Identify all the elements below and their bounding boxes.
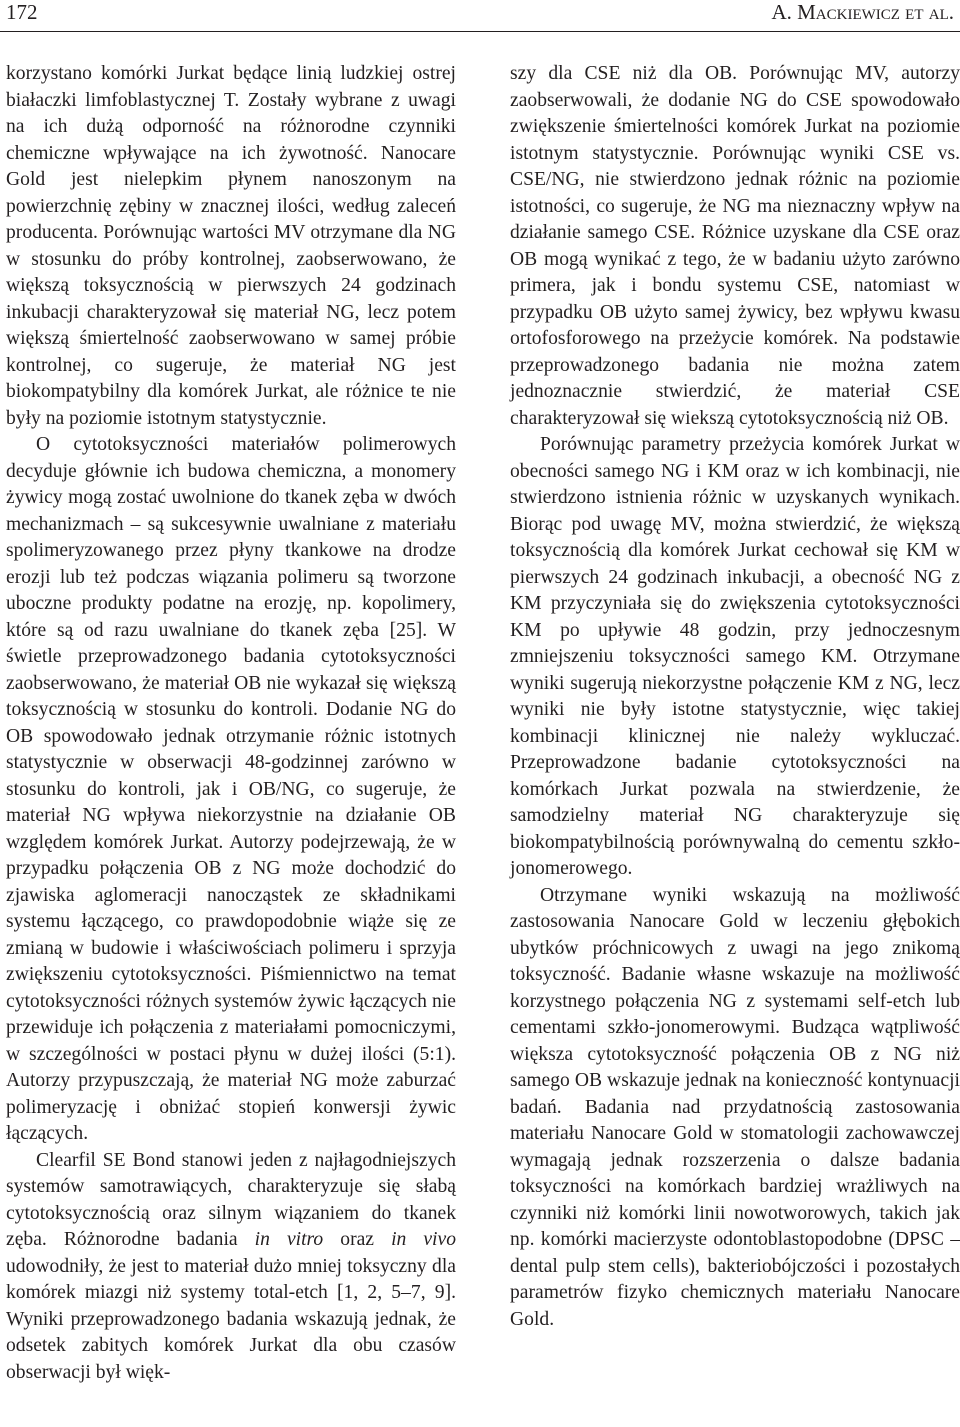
running-head-surname: ackiewicz et al. <box>815 0 954 24</box>
right-paragraph-3: Otrzymane wyniki wskazują na możliwość zastosowania Nanocare Gold w leczeniu głębokich ubytków próchnicowych z uwagi na jego znikomą toksyczność. Badanie własne wskazuje na możliwość korzystnego połączenia NG z systemami self-etch lub cementami szkło-jonomerowymi. Budząca wątpliwość większa cytotoksyczność połączenia OB z NG niż samego OB wskazuje jednak na konieczność kontynuacji badań. Badania nad przydatnością zastosowania materiału Nanocare Gold w stomatologii zachowawczej wymagają jednak rozszerzenia o dalsze badania toksyczności na komórkach bardziej wrażliwych na czynniki niż komórki linii nowotworowych, takich jak np. komórki macierzyste odontoblastopodobne (DPSC – dental pulp stem cells), bakteriobójczości i pozostałych parametrów fizyko chemicznych materiału Nanocare Gold. <box>510 884 960 1330</box>
running-head-initial: A. M <box>771 0 816 24</box>
left-paragraph-1: korzystano komórki Jurkat będące linią ludzkiej ostrej białaczki limfoblastycznej T. Zostały wybrane z uwagi na ich dużą odporność na różnorodne czynniki chemiczne wpływające na ich żywotność. Nanocare Gold jest nielepkim płynem nanoszonym na powierzchnię zębiny w znacznej ilości, według zaleceń producenta. Porównując wartości MV otrzymane dla NG w stosunku do próby kontrolnej, zaobserwowano, że większą toksycznością w pierwszych 24 godzinach inkubacji charakteryzował się materiał NG, lecz potem większą śmiertelność zaobserwowano w samej próbie kontrolnej, co sugeruje, że materiał NG jest biokompatybilny dla komórek Jurkat, ale różnice te nie były na poziomie istotnym statystycznie. <box>6 63 456 429</box>
italic-in-vitro: in vitro <box>254 1229 324 1250</box>
right-column <box>510 61 960 1333</box>
left-paragraph-2: O cytotoksyczności materiałów polimerowych decyduje głównie ich budowa chemiczna, a monomery żywicy mogą zostać uwolnione do tkanek zęba w dwóch mechanizmach – są sukcesywnie uwalniane z materiału spolimeryzowanego przez płyny tkankowe na drodze erozji lub też podczas wiązania polimeru są tworzone uboczne produkty podatne na erozję, np. kopolimery, które są od razu uwalniane do tkanek zęba [25]. W świetle przeprowadzonego badania cytotoksyczności zaobserwowano, że materiał OB nie wykazał się większą toksycznością w stosunku do kontroli. Dodanie NG do OB spowodowało jednak otrzymanie różnic istotnych statystycznie w obserwacji 48-godzinnej zarówno w stosunku do kontroli, jak i OB/NG, co sugeruje, że materiał NG wpływa niekorzystnie na działanie OB względem komórek Jurkat. Autorzy podejrzewają, że w przypadku połączenia OB z NG może dochodzić do zjawiska aglomeracji nanocząstek ze składnikami systemu łączącego, co prawdopodobnie wiąże się ze zmianą w budowie i właściwościach polimeru i sprzyja zwiększeniu cytotoksyczności. Piśmiennictwo na temat cytotoksyczności różnych systemów żywic łączących nie przewiduje ich połączenia z materiałami pomocniczymi, w szczególności w postaci płynu w dużej ilości (5:1). Autorzy przypuszczają, że materiał NG może zaburzać polimeryzację i obniżać stopień konwersji żywic łączących. <box>6 434 456 1144</box>
right-paragraph-1: szy dla CSE niż dla OB. Porównując MV, autorzy zaobserwowali, że dodanie NG do CSE spowodowało zwiększenie śmiertelności komórek Jurkat na poziomie istotnym statystycznie. Porównując wyniki CSE vs. CSE/NG, nie stwierdzono jednak różnic na poziomie istotności, co sugeruje, że NG ma nieznaczny wpływ na działanie samego CSE. Różnice uzyskane dla CSE oraz OB mogą wynikać z tego, że w badaniu użyto zarówno primera, jak i bondu systemu CSE, natomiast w przypadku OB użyto samej żywicy, bez wpływu kwasu ortofosforowego na przeżycie komórek. Na podstawie przeprowadzonego badania nie można zatem jednoznacznie stwierdzić, że materiał CSE charakteryzował się wiekszą cytotoksycznością niż OB. <box>510 63 960 429</box>
italic-in-vivo: in vivo <box>391 1229 456 1250</box>
page-number: 172 <box>6 0 38 24</box>
left-paragraph-3-part-c: udowodniły, że jest to materiał dużo mniej toksyczny dla komórek miazgi niż systemy total-etch [1, 2, 5–7, 9]. Wyniki przeprowadzonego badania wskazują jednak, że odsetek zabitych komórek Jurkat dla obu czasów obserwacji był więk- <box>6 1255 456 1383</box>
header-rule <box>0 31 960 32</box>
left-paragraph-3-part-a: Clearfil SE Bond stanowi jeden z najłagodniejszych systemów samotrawiących, charakteryzuje się słabą cytotoksycznością oraz silnym wiązaniem do tkanek zęba. Różnorodne badania <box>6 1149 456 1250</box>
running-head-authors <box>771 0 954 24</box>
left-paragraph-3 <box>6 1148 456 1387</box>
right-paragraph-2: Porównując parametry przeżycia komórek Jurkat w obecności samego NG i KM oraz w ich kombinacji, nie stwierdzono istnienia różnic w uzyskanych wynikach. Biorąc pod uwagę MV, można stwierdzić, że większą toksycznością dla komórek Jurkat cechował się KM w pierwszych 24 godzinach inkubacji, a obecność NG z KM przyczyniała się do zwiększenia cytotoksyczności KM po upływie 48 godzin, przy jednoczesnym zmniejszeniu toksyczności samego KM. Otrzymane wyniki sugerują niekorzystne połączenie KM z NG, lecz wyniki nie były istotne statystycznie, więc takiej kombinacji klinicznej nie należy wykluczać. Przeprowadzone badanie cytotoksyczności na komórkach Jurkat pozwala na stwierdzenie, że samodzielny materiał NG charakteryzuje się biokompatybilnością porównywalną do cementu szkło-jonomerowego. <box>510 434 960 879</box>
left-paragraph-3-part-b: oraz <box>323 1229 392 1250</box>
page-header <box>0 0 960 36</box>
left-column <box>6 61 456 1386</box>
